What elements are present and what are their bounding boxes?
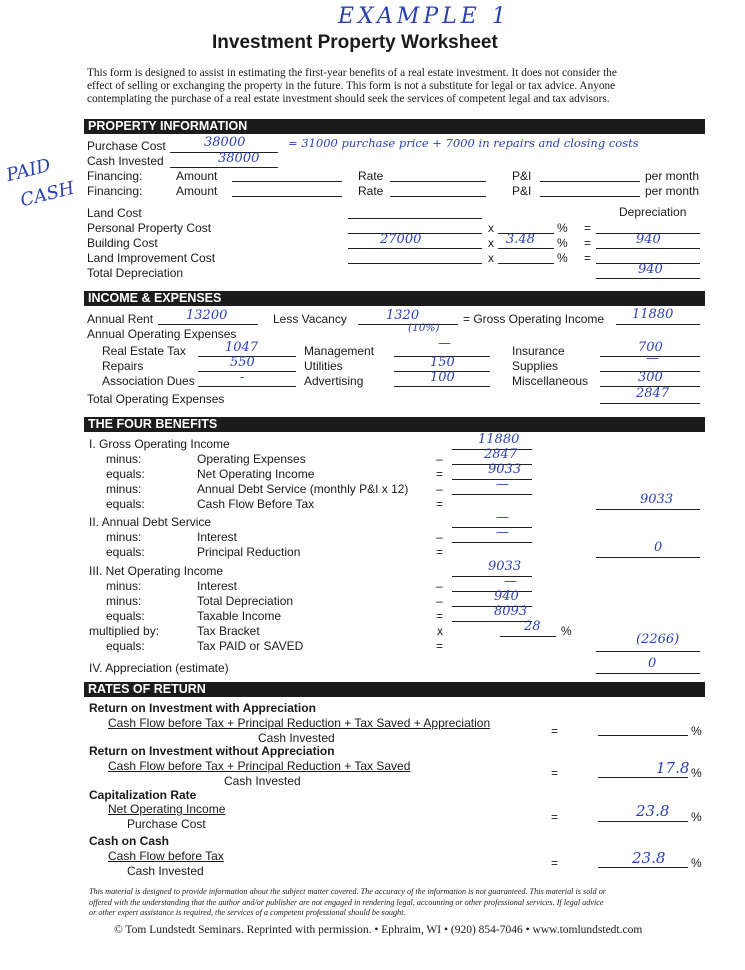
principal-reduction-label: Principal Reduction — [197, 545, 301, 559]
page-title: Investment Property Worksheet — [212, 32, 498, 53]
benefit-3-noi-value: 9033 — [488, 559, 522, 574]
total-op-expenses-label: Total Operating Expenses — [87, 392, 225, 406]
tax-bracket-label: Tax Bracket — [197, 624, 260, 638]
x-sign: x — [437, 624, 443, 638]
association-dues-value: - — [240, 370, 245, 385]
returns-section-header: RATES OF RETURN — [84, 682, 705, 697]
total-op-expenses-value: 2847 — [636, 386, 670, 401]
equals-label: equals: — [106, 467, 145, 481]
minus-label: minus: — [106, 530, 142, 544]
building-depreciation-value: 940 — [636, 232, 661, 247]
disclaimer: This material is designed to provide information about the subject matter covered. The accuracy of the information is not guaranteed. This material is sold or offered with the understanding that the author and/or publisher are not engaged in rendering legal, accounting or other professional services. If legal advice or other expert assistance is required, the services of a competent professional should be sought. — [89, 887, 606, 917]
eq-sign: = — [551, 766, 559, 780]
pct-sign: % — [691, 724, 702, 738]
example-annotation: EXAMPLE 1 — [338, 4, 510, 29]
cfbt-value: 9033 — [640, 492, 674, 507]
land-improvement-label: Land Improvement Cost — [87, 251, 216, 265]
roi-without-appreciation-denominator: Cash Invested — [224, 774, 301, 788]
benefit-1-gross-value: 11880 — [478, 432, 520, 447]
advertising-label: Advertising — [304, 374, 364, 388]
benefit-3-title: III. Net Operating Income — [89, 564, 224, 578]
management-label: Management — [304, 344, 375, 358]
repairs-label: Repairs — [102, 359, 144, 373]
management-value: — — [438, 336, 451, 351]
total-depreciation-value-2: 940 — [494, 589, 519, 604]
pct-sign: % — [691, 810, 702, 824]
supplies-value: — — [646, 351, 659, 366]
interest-value: — — [496, 525, 509, 540]
roi-without-appreciation-numerator: Cash Flow before Tax + Principal Reduction + Tax Saved — [108, 759, 411, 773]
annual-debt-service-value: — — [496, 477, 509, 492]
appreciation-value: 0 — [648, 656, 657, 671]
eq-sign: = — [436, 639, 444, 653]
eq-sign: = — [436, 609, 444, 623]
minus-label: minus: — [106, 579, 142, 593]
paid-annotation: PAID — [4, 154, 53, 187]
equals-label: equals: — [106, 609, 145, 623]
benefit-2-title: II. Annual Debt Service — [89, 515, 212, 529]
per-month-2: per month — [645, 184, 700, 198]
footer-credit: © Tom Lundstedt Seminars. Reprinted with permission. • Ephraim, WI • (920) 854-7046 • www.tomlundstedt.com — [114, 924, 643, 936]
cap-rate-numerator: Net Operating Income — [108, 802, 226, 816]
miscellaneous-label: Miscellaneous — [512, 374, 589, 388]
minus-label: minus: — [106, 452, 142, 466]
roi-with-appreciation-numerator: Cash Flow before Tax + Principal Reduction + Tax Saved + Appreciation — [108, 716, 491, 730]
total-depreciation-value: 940 — [638, 262, 663, 277]
gross-operating-label: = Gross Operating Income — [463, 312, 605, 326]
utilities-label: Utilities — [304, 359, 343, 373]
pct-sign: % — [557, 221, 568, 235]
less-vacancy-label: Less Vacancy — [273, 312, 347, 326]
minus-sign: – — [436, 594, 443, 608]
interest-label-2: Interest — [197, 579, 238, 593]
intro-paragraph: This form is designed to assist in estimating the first-year benefits of a real estate investment. It does not consider the effect of selling or exchanging the property in the future. This form is not a substitute for legal or tax advice. Anyone contemplating the purchase of a real estate investment should seek the services of competent legal and tax advisors. — [87, 67, 617, 105]
repairs-value: 550 — [230, 355, 255, 370]
eq-sign: = — [551, 810, 559, 824]
benefit-1-title: I. Gross Operating Income — [89, 437, 230, 451]
principal-reduction-value: 0 — [654, 540, 663, 555]
cash-on-cash-numerator: Cash Flow before Tax — [108, 849, 224, 863]
financing-label-2: Financing: — [87, 184, 143, 198]
income-section-header: INCOME & EXPENSES — [84, 291, 705, 306]
re-tax-label: Real Estate Tax — [102, 344, 186, 358]
cash-invested-label: Cash Invested — [87, 154, 164, 168]
cash-annotation: CASH — [18, 177, 77, 212]
eq-sign: = — [551, 856, 559, 870]
rate-label-1: Rate — [358, 169, 384, 183]
amount-label-2: Amount — [176, 184, 218, 198]
insurance-label: Insurance — [512, 344, 565, 358]
eq-sign: = — [584, 251, 592, 265]
building-cost-value: 27000 — [380, 232, 422, 247]
pi-label-1: P&I — [512, 169, 532, 183]
pi-label-2: P&I — [512, 184, 532, 198]
tax-paid-saved-label: Tax PAID or SAVED — [197, 639, 304, 653]
equals-label: equals: — [106, 497, 145, 511]
tax-paid-saved-value: (2266) — [636, 632, 680, 647]
minus-label: minus: — [106, 482, 142, 496]
building-cost-label: Building Cost — [87, 236, 158, 250]
taxable-income-label: Taxable Income — [197, 609, 282, 623]
personal-property-label: Personal Property Cost — [87, 221, 212, 235]
eq-sign: = — [436, 467, 444, 481]
x-sign: x — [488, 221, 494, 235]
roi-without-appreciation-title: Return on Investment without Appreciation — [89, 744, 335, 758]
vacancy-pct-note: (10%) — [408, 322, 440, 334]
depreciation-header: Depreciation — [619, 205, 687, 219]
interest-value-2: — — [504, 574, 517, 589]
property-section-header: PROPERTY INFORMATION — [84, 119, 705, 134]
noi-label: Net Operating Income — [197, 467, 315, 481]
minus-sign: – — [436, 482, 443, 496]
total-depreciation-label: Total Depreciation — [87, 266, 184, 280]
cap-rate-denominator: Purchase Cost — [127, 817, 206, 831]
cash-on-cash-value: 23.8 — [632, 849, 666, 867]
cfbt-label: Cash Flow Before Tax — [197, 497, 315, 511]
noi-value: 9033 — [488, 462, 522, 477]
building-rate-value: 3.48 — [506, 232, 535, 247]
per-month-1: per month — [645, 169, 700, 183]
purchase-cost-value: 38000 — [204, 135, 246, 150]
annual-rent-label: Annual Rent — [87, 312, 154, 326]
eq-sign: = — [436, 545, 444, 559]
less-vacancy-value: 1320 — [386, 308, 420, 323]
pct-sign: % — [691, 856, 702, 870]
purchase-cost-label: Purchase Cost — [87, 139, 166, 153]
re-tax-value: 1047 — [225, 340, 259, 355]
gross-operating-value: 11880 — [632, 307, 674, 322]
op-expenses-value: 2847 — [484, 447, 518, 462]
annual-rent-value: 13200 — [186, 308, 228, 323]
eq-sign: = — [584, 236, 592, 250]
total-depreciation-label-2: Total Depreciation — [197, 594, 294, 608]
amount-label-1: Amount — [176, 169, 218, 183]
financing-label-1: Financing: — [87, 169, 143, 183]
minus-sign: – — [436, 579, 443, 593]
association-dues-label: Association Dues — [102, 374, 195, 388]
roi-without-appreciation-value: 17.8 — [656, 759, 690, 777]
annual-debt-service-label: Annual Debt Service (monthly P&I x 12) — [197, 482, 409, 496]
pct-sign: % — [691, 766, 702, 780]
utilities-value: 150 — [430, 355, 455, 370]
equals-label: equals: — [106, 639, 145, 653]
cap-rate-value: 23.8 — [636, 802, 670, 820]
roi-with-appreciation-title: Return on Investment with Appreciation — [89, 701, 316, 715]
minus-sign: – — [436, 530, 443, 544]
advertising-value: 100 — [430, 370, 455, 385]
benefit-4-title: IV. Appreciation (estimate) — [89, 661, 229, 675]
minus-sign: – — [436, 452, 443, 466]
pct-sign: % — [557, 236, 568, 250]
taxable-income-value: 8093 — [494, 604, 528, 619]
miscellaneous-value: 300 — [638, 370, 663, 385]
roi-with-appreciation-denominator: Cash Invested — [258, 731, 335, 745]
land-cost-label: Land Cost — [87, 206, 142, 220]
x-sign: x — [488, 236, 494, 250]
interest-label: Interest — [197, 530, 238, 544]
minus-label: minus: — [106, 594, 142, 608]
multiplied-by-label: multiplied by: — [89, 624, 160, 638]
rate-label-2: Rate — [358, 184, 384, 198]
insurance-value: 700 — [638, 340, 663, 355]
cash-on-cash-denominator: Cash Invested — [127, 864, 204, 878]
eq-sign: = — [551, 724, 559, 738]
equals-label: equals: — [106, 545, 145, 559]
benefits-section-header: THE FOUR BENEFITS — [84, 417, 705, 432]
purchase-cost-note: = 31000 purchase price + 7000 in repairs and closing costs — [288, 136, 639, 150]
pct-sign: % — [557, 251, 568, 265]
pct-sign: % — [561, 624, 572, 638]
benefit-2-value: — — [496, 510, 509, 525]
eq-sign: = — [436, 497, 444, 511]
cash-invested-value: 38000 — [218, 151, 260, 166]
supplies-label: Supplies — [512, 359, 559, 373]
cap-rate-title: Capitalization Rate — [89, 788, 197, 802]
eq-sign: = — [584, 221, 592, 235]
op-expenses-label: Operating Expenses — [197, 452, 306, 466]
tax-bracket-value: 28 — [524, 619, 541, 634]
x-sign: x — [488, 251, 494, 265]
annual-op-expenses-label: Annual Operating Expenses — [87, 327, 237, 341]
cash-on-cash-title: Cash on Cash — [89, 834, 170, 848]
